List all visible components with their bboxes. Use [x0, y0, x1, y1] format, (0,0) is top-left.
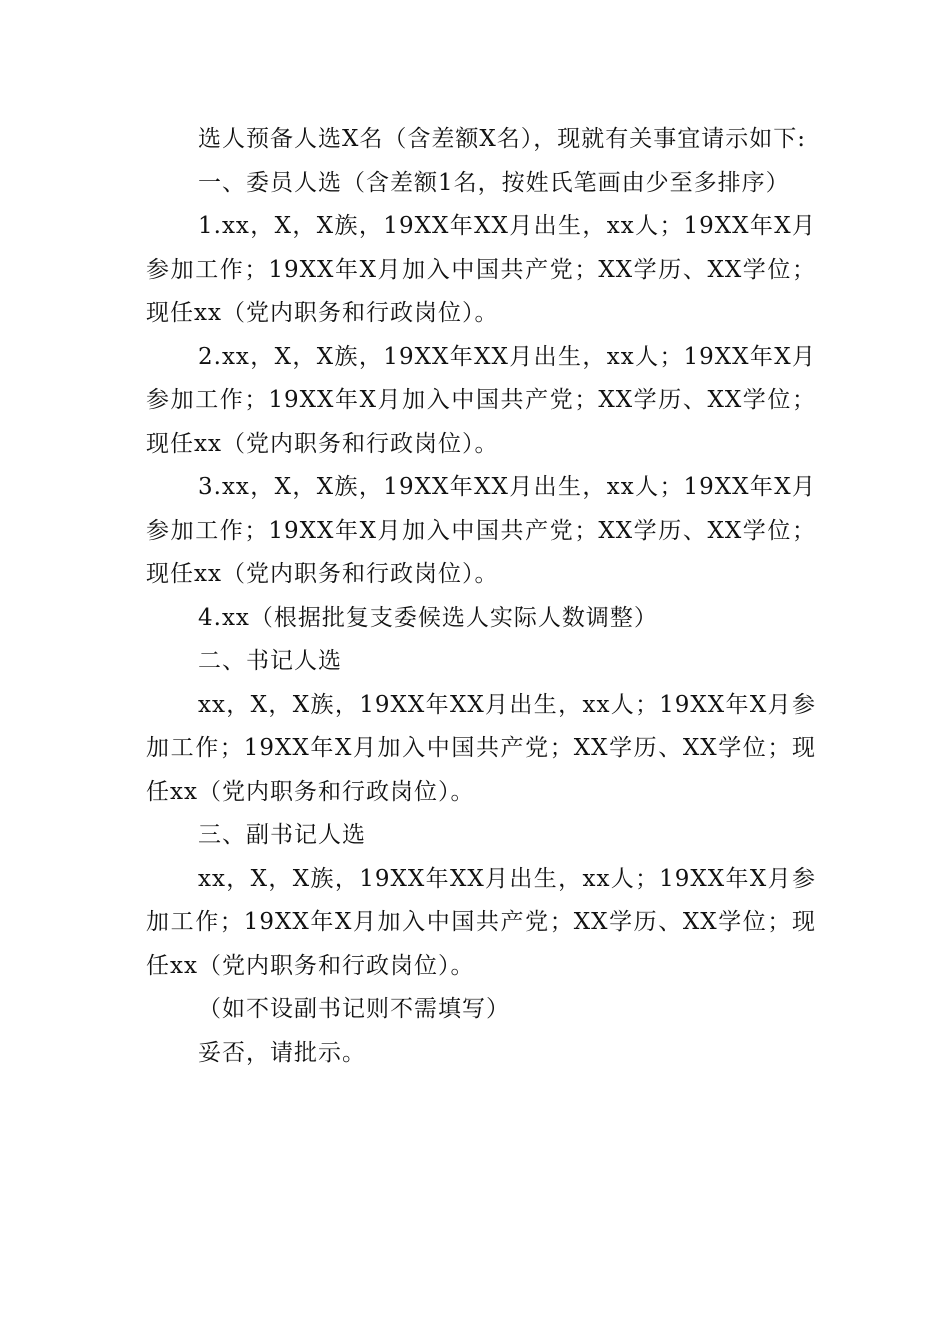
candidate-entry-1: 1.xx，X，X族，19XX年XX月出生，xx人；19XX年X月参加工作；19XX年X月加入中国共产党；XX学历、XX学位；现任xx（党内职务和行政岗位）。	[146, 213, 816, 326]
candidate-entry-3: 3.xx，X，X族，19XX年XX月出生，xx人；19XX年X月参加工作；19XX年X月加入中国共产党；XX学历、XX学位；现任xx（党内职务和行政岗位）。	[146, 474, 816, 587]
document-body	[146, 118, 816, 1075]
candidate-entry-2: 2.xx，X，X族，19XX年XX月出生，xx人；19XX年X月参加工作；19XX年X月加入中国共产党；XX学历、XX学位；现任xx（党内职务和行政岗位）。	[146, 343, 816, 457]
closing-request: 妥否，请批示。	[198, 1039, 366, 1066]
paragraph-intro: 选人预备人选X名（含差额X名），现就有关事宜请示如下:	[198, 126, 806, 152]
secretary-entry: xx，X，X族，19XX年XX月出生，xx人；19XX年X月参加工作；19XX年X月加入中国共产党；XX学历、XX学位；现任xx（党内职务和行政岗位）。	[146, 691, 816, 805]
candidate-entry-4: 4.xx（根据批复支委候选人实际人数调整）	[198, 604, 658, 631]
heading-committee-candidates: 一、委员人选（含差额1名，按姓氏笔画由少至多排序）	[198, 169, 790, 196]
deputy-secretary-entry: xx，X，X族，19XX年XX月出生，xx人；19XX年X月参加工作；19XX年X月加入中国共产党；XX学历、XX学位；现任xx（党内职务和行政岗位）。	[146, 865, 816, 979]
note-no-deputy-secretary: （如不设副书记则不需填写）	[198, 996, 510, 1022]
heading-deputy-secretary-candidate: 三、副书记人选	[198, 822, 366, 848]
heading-secretary-candidate: 二、书记人选	[198, 648, 342, 674]
